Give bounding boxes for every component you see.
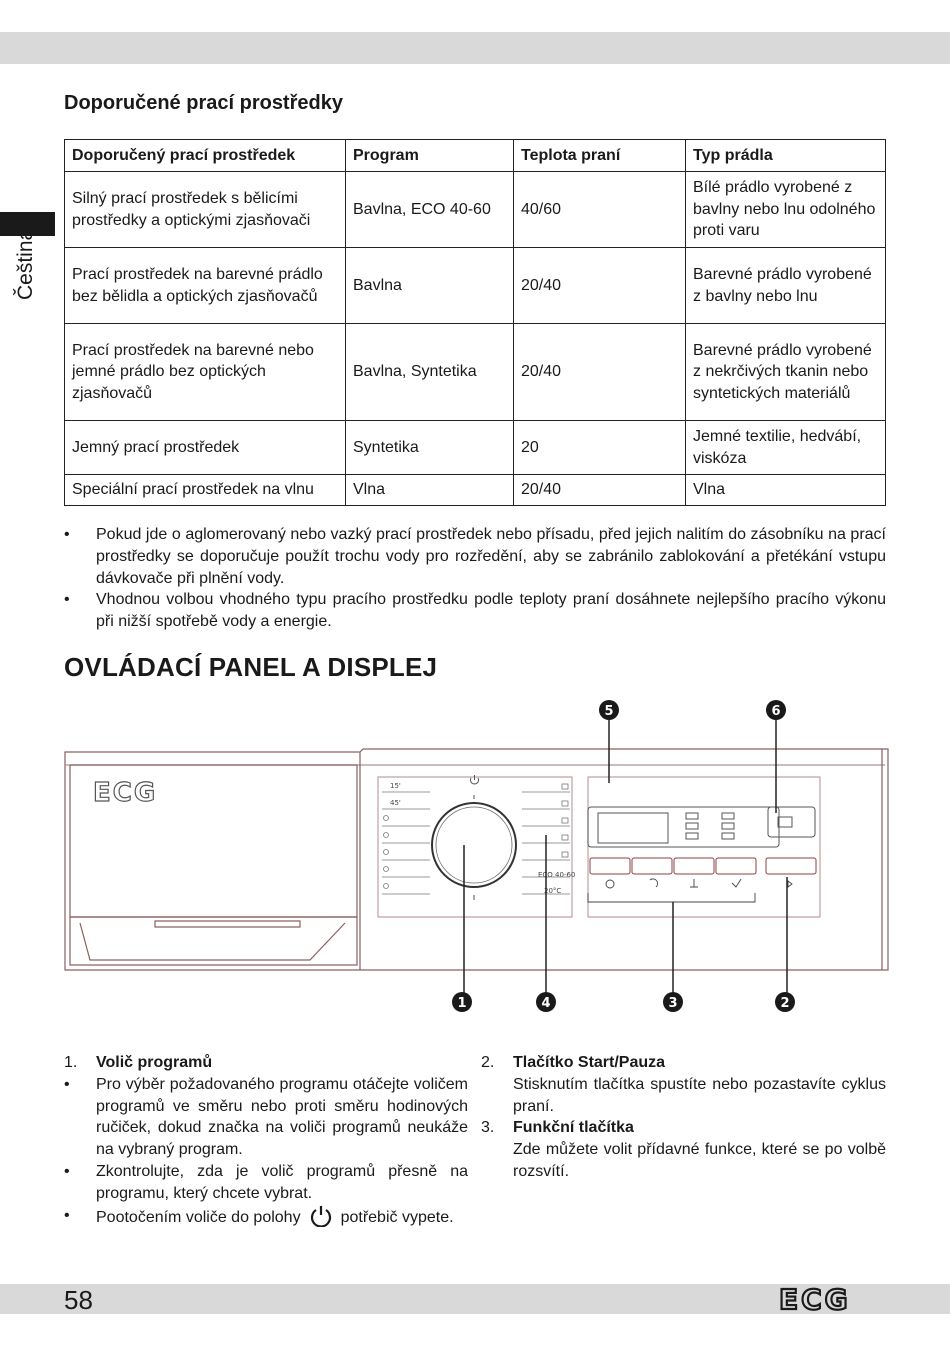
callout-3	[663, 992, 683, 1012]
table-cell: 20/40	[514, 475, 686, 506]
svg-text:2: 2	[780, 996, 790, 1011]
table-cell: 20/40	[514, 248, 686, 324]
svg-text:ECG: ECG	[93, 778, 158, 808]
panel-heading: OVLÁDACÍ PANEL A DISPLEJ	[64, 652, 438, 682]
table-cell: Prací prostředek na barevné nebo jemné prádlo bez optických zjasňovačů	[65, 324, 346, 421]
table-cell: 20/40	[514, 324, 686, 421]
program-label: ECO 40-60	[538, 871, 576, 879]
table-cell: Vlna	[346, 475, 514, 506]
table-cell: Bavlna	[346, 248, 514, 324]
item-title: Funkční tlačítka	[513, 1119, 634, 1137]
table-cell: Jemný prací prostředek	[65, 421, 346, 475]
svg-text:5: 5	[604, 704, 614, 719]
header-bar	[0, 32, 950, 64]
detergent-table	[64, 139, 886, 506]
table-cell: Barevné prádlo vyrobené z bavlny nebo lnu	[686, 248, 886, 324]
svg-text:4: 4	[541, 996, 551, 1011]
program-label: 20°C	[544, 887, 562, 895]
section-title: Doporučené prací prostředky	[64, 92, 343, 114]
table-cell: Silný prací prostředek s bělicími prostředky a optickými zjasňovači	[65, 172, 346, 248]
table-cell: 40/60	[514, 172, 686, 248]
table-cell: Bavlna, ECO 40-60	[346, 172, 514, 248]
item-heading	[481, 1117, 886, 1139]
svg-text:ECG: ECG	[779, 1287, 851, 1311]
table-header: Teplota praní	[514, 140, 686, 172]
callout-5	[599, 700, 619, 720]
page-number: 58	[64, 1285, 93, 1315]
table-cell: Vlna	[686, 475, 886, 506]
function-buttons	[590, 858, 816, 874]
power-icon	[470, 775, 478, 784]
description-left-column	[64, 1052, 468, 1228]
table-cell: Speciální prací prostředek na vlnu	[65, 475, 346, 506]
table-header-row	[65, 140, 886, 172]
display-screen	[588, 807, 815, 847]
item-text: potřebič vypete.	[340, 1208, 454, 1226]
footer-brand-logo	[779, 1287, 874, 1311]
list-item: • Zkontrolujte, zda je volič programů přesně na programu, který chcete vybrat.	[64, 1161, 468, 1205]
item-title: Tlačítko Start/Pauza	[513, 1054, 666, 1071]
item-text: Stisknutím tlačítka spustíte nebo pozastavíte cyklus praní.	[513, 1075, 886, 1115]
power-icon	[309, 1205, 333, 1227]
table-header: Doporučený prací prostředek	[65, 140, 346, 172]
program-selector-dial	[432, 795, 516, 900]
svg-text:1: 1	[457, 996, 467, 1011]
svg-text:3: 3	[668, 996, 678, 1011]
table-cell: Barevné prádlo vyrobené z nekrčivých tkanin nebo syntetických materiálů	[686, 324, 886, 421]
item-heading	[481, 1052, 886, 1074]
list-item	[64, 1205, 468, 1229]
table-cell: Bílé prádlo vyrobené z bavlny nebo lnu odolného proti varu	[686, 172, 886, 248]
program-label: 45'	[390, 799, 401, 807]
table-cell: 20	[514, 421, 686, 475]
callout-6	[766, 700, 786, 720]
table-header: Typ prádla	[686, 140, 886, 172]
notes-list	[64, 524, 886, 633]
table-cell: Bavlna, Syntetika	[346, 324, 514, 421]
description-right-column	[481, 1052, 886, 1183]
callout-4	[536, 992, 556, 1012]
control-panel-diagram	[60, 695, 890, 1020]
program-label: 15'	[390, 782, 401, 790]
item-number: 2.	[481, 1054, 495, 1071]
table-row	[65, 172, 886, 248]
list-item: • Vhodnou volbou vhodného typu pracího prostředku podle teploty praní dosáhnete nejlepšího pracího výkonu při nižší spotřebě vody a energie.	[64, 589, 886, 633]
svg-text:6: 6	[771, 704, 781, 719]
table-cell: Prací prostředek na barevné prádlo bez bělidla a optických zjasňovačů	[65, 248, 346, 324]
table-row	[65, 475, 886, 506]
item-title: Volič programů	[96, 1054, 213, 1071]
table-header: Program	[346, 140, 514, 172]
list-item: • Pokud jde o aglomerovaný nebo vazký prací prostředek nebo přísadu, před jejich nalitím do zásobníku na prací prostředky se doporučuje použít trochu vody pro rozředění, aby se zabránilo zablokování a přetékání vstupu dávkovače při plnění vody.	[64, 524, 886, 589]
list-item: • Pro výběr požadovaného programu otáčejte voličem programů ve směru nebo proti směru hodinových ručiček, dokud značka na voliči programů neukáže na vybraný program.	[64, 1074, 468, 1161]
table-cell: Jemné textilie, hedvábí, viskóza	[686, 421, 886, 475]
language-label: Čeština	[14, 228, 37, 300]
table-row	[65, 421, 886, 475]
item-text: Pootočením voliče do polohy	[96, 1208, 301, 1226]
callout-1	[452, 992, 472, 1012]
table-cell: Syntetika	[346, 421, 514, 475]
item-number: 3.	[481, 1119, 495, 1137]
table-row	[65, 248, 886, 324]
callout-2	[775, 992, 795, 1012]
table-row	[65, 324, 886, 421]
brand-logo	[93, 778, 157, 808]
item-heading	[64, 1052, 468, 1074]
item-text: Zde můžete volit přídavné funkce, které se po volbě rozsvítí.	[513, 1141, 886, 1180]
item-number: 1.	[64, 1054, 78, 1071]
